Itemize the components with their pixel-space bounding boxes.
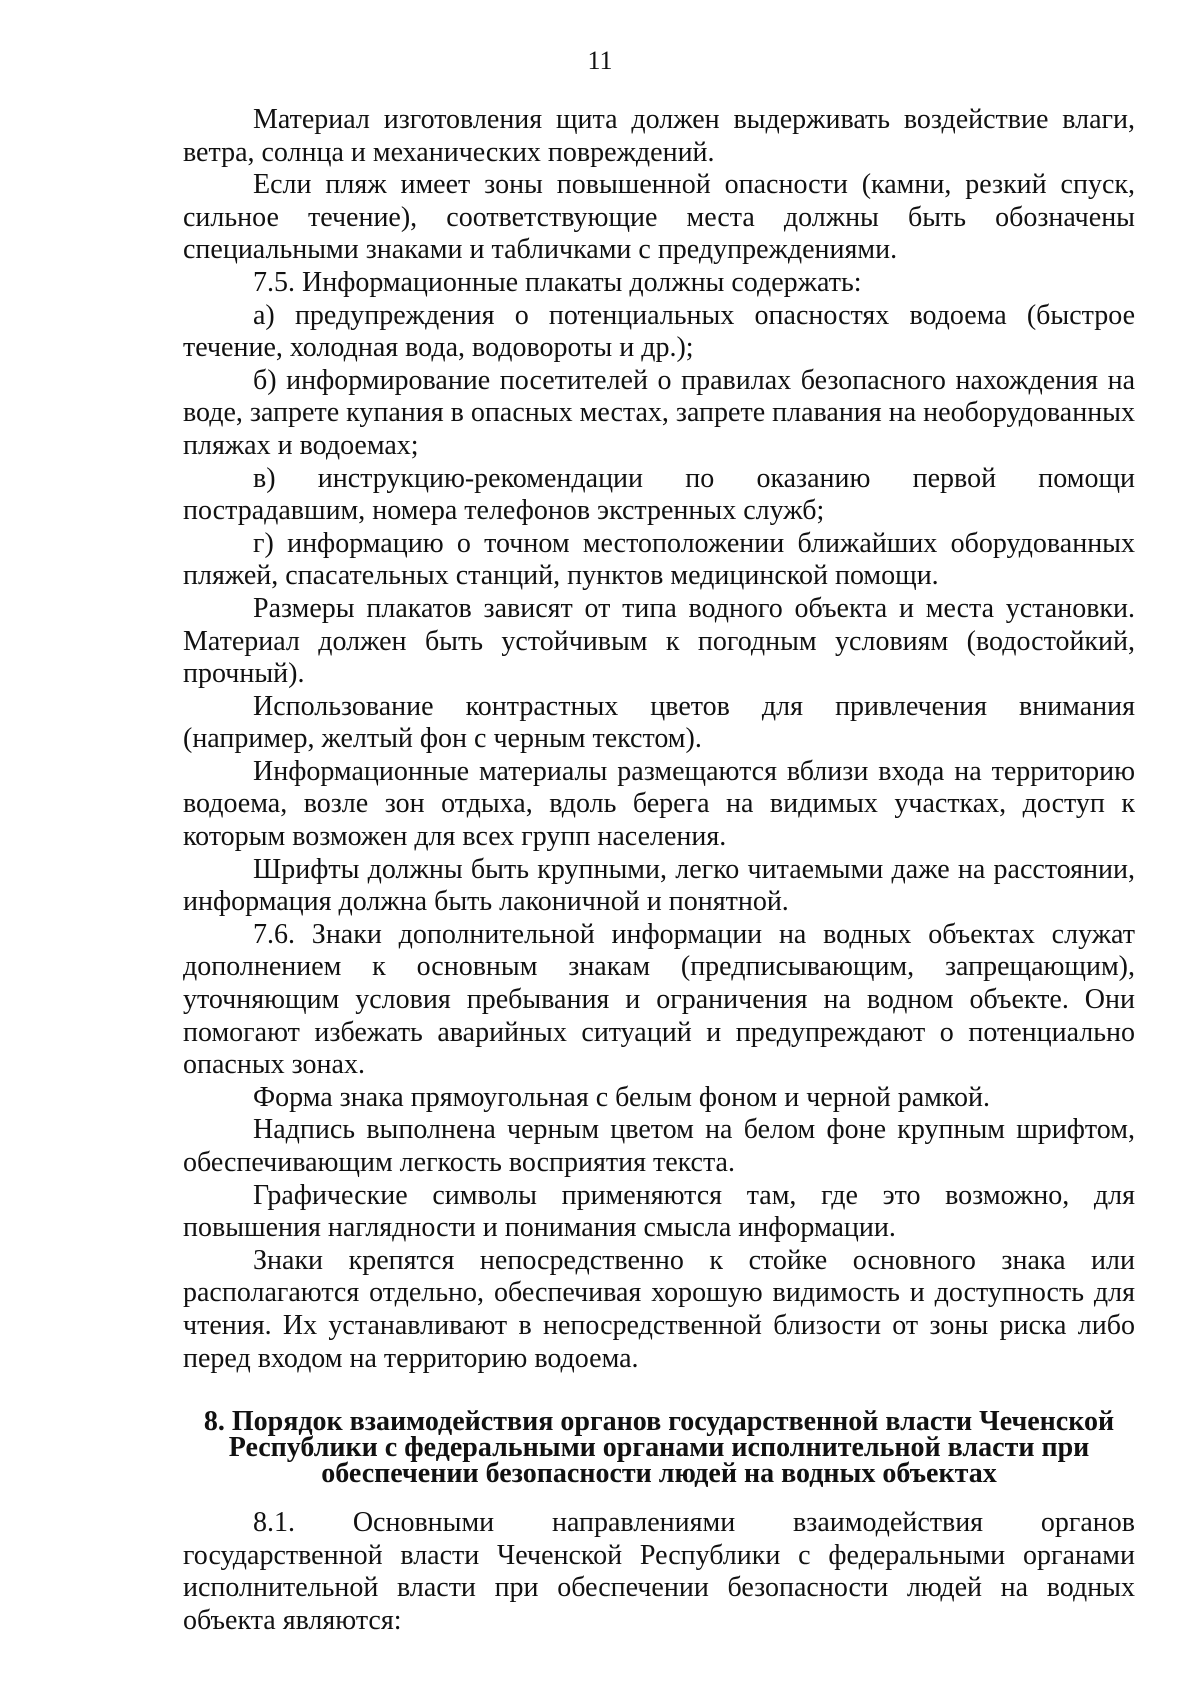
section-heading: 8. Порядок взаимодействия органов государственной власти Чеченской Республики с федеральными органами исполнительной власти при обеспечении безопасности людей на водных объектах bbox=[203, 1406, 1115, 1490]
paragraph: 8.1. Основными направлениями взаимодействия органов государственной власти Чеченской Республики с федеральными органами исполнительной власти при обеспечении безопасности людей на водных объекта являются: bbox=[183, 1507, 1135, 1636]
paragraph: Форма знака прямоугольная с белым фоном и черной рамкой. bbox=[253, 1081, 991, 1113]
paragraph: Материал изготовления щита должен выдерживать воздействие влаги, ветра, солнца и механических повреждений. bbox=[183, 104, 1135, 168]
page-content bbox=[183, 104, 1135, 1638]
paragraph: Использование контрастных цветов для привлечения внимания (например, желтый фон с черным текстом). bbox=[183, 690, 1135, 755]
paragraph: Размеры плакатов зависят от типа водного объекта и места установки. Материал должен быть устойчивым к погодным условиям (водостойкий, прочный). bbox=[183, 592, 1135, 690]
paragraph: Знаки крепятся непосредственно к стойке основного знака или располагаются отдельно, обеспечивая хорошую видимость и доступность для чтения. Их устанавливают в непосредственной близости от зоны риска либо перед входом на территорию водоема. bbox=[183, 1244, 1135, 1374]
paragraph: Шрифты должны быть крупными, легко читаемыми даже на расстоянии, информация должна быть лаконичной и понятной. bbox=[183, 853, 1135, 918]
paragraph: 7.5. Информационные плакаты должны содержать: bbox=[253, 266, 862, 298]
list-item: а) предупреждения о потенциальных опасностях водоема (быстрое течение, холодная вода, водовороты и др.); bbox=[183, 299, 1135, 364]
paragraph: Информационные материалы размещаются вблизи входа на территорию водоема, возле зон отдыха, вдоль берега на видимых участках, доступ к которым возможен для всех групп населения. bbox=[183, 755, 1135, 853]
paragraph: Надпись выполнена черным цветом на белом фоне крупным шрифтом, обеспечивающим легкость восприятия текста. bbox=[183, 1114, 1135, 1178]
list-item: б) информирование посетителей о правилах безопасного нахождения на воде, запрете купания в опасных местах, запрете плавания на необорудованных пляжах и водоемах; bbox=[183, 364, 1135, 461]
paragraph: 7.6. Знаки дополнительной информации на водных объектах служат дополнением к основным знакам (предписывающим, запрещающим), уточняющим условия пребывания и ограничения на водном объекте. Они помогают избежать аварийных ситуаций и предупреждают о потенциально опасных зонах. bbox=[183, 918, 1135, 1081]
paragraph: Если пляж имеет зоны повышенной опасности (камни, резкий спуск, сильное течение), соответствующие места должны быть обозначены специальными знаками и табличками с предупреждениями. bbox=[183, 169, 1135, 266]
paragraph: Графические символы применяются там, где это возможно, для повышения наглядности и понимания смысла информации. bbox=[183, 1179, 1135, 1244]
list-item: г) информацию о точном местоположении ближайших оборудованных пляжей, спасательных станций, пунктов медицинской помощи. bbox=[183, 527, 1135, 592]
page-number: 11 bbox=[587, 46, 613, 75]
list-item: в) инструкцию-рекомендации по оказанию первой помощи пострадавшим, номера телефонов экстренных служб; bbox=[183, 462, 1135, 527]
